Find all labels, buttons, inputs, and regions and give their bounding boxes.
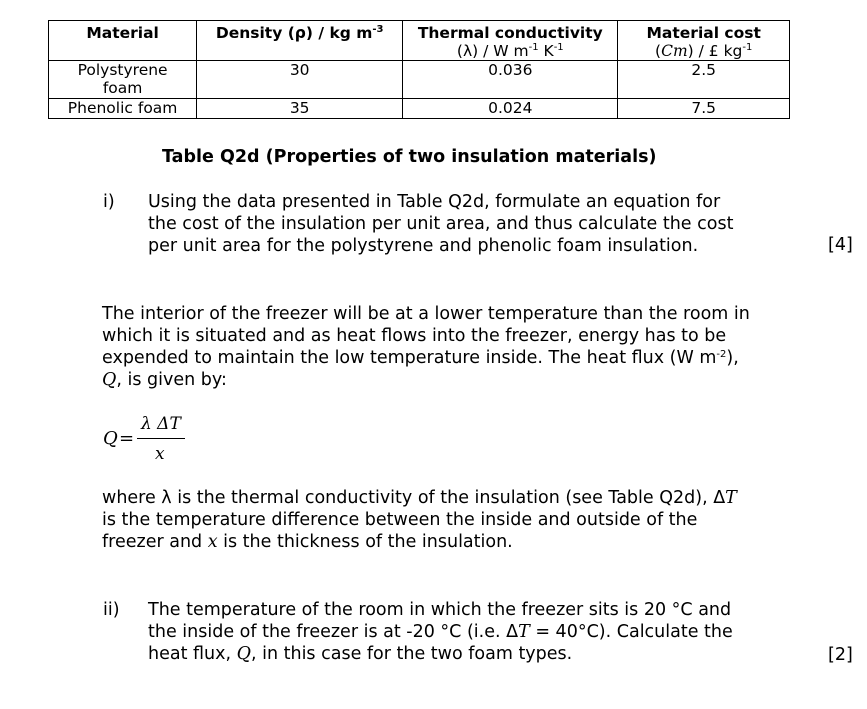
equation-equals: =	[119, 428, 135, 449]
cell-cost: 7.5	[618, 99, 790, 119]
question-i-line: the cost of the insulation per unit area, and thus calculate the cost	[148, 214, 734, 234]
intro-line: which it is situated and as heat flows into the freezer, energy has to be	[102, 326, 727, 346]
cell-material: Polystyrene foam	[49, 61, 197, 99]
header-conductivity: Thermal conductivity (λ) / W $m^{-1}$ $K^{-1}$	[403, 21, 618, 61]
equation-denominator: x	[155, 444, 165, 464]
question-i-line: Using the data presented in Table Q2d, formulate an equation for	[148, 192, 721, 212]
where-line: is the temperature difference between the inside and outside of the	[102, 510, 698, 530]
properties-table	[48, 20, 790, 119]
question-ii-line: The temperature of the room in which the freezer sits is 20 °C and	[148, 600, 732, 620]
heat-flux-equation	[103, 414, 203, 474]
cell-density: 30	[197, 61, 403, 99]
header-density: Density (ρ) / kg $m^{-3}$	[197, 21, 403, 61]
cell-density: 35	[197, 99, 403, 119]
question-i-label: i)	[103, 192, 115, 212]
intro-paragraph	[102, 303, 750, 391]
header-cost: Material cost (Cm) / £ $kg^{-1}$	[618, 21, 790, 61]
cell-cost: 2.5	[618, 61, 790, 99]
equation-lhs: Q	[103, 428, 118, 449]
question-ii-line: heat flux, Q, in this case for the two foam types.	[148, 644, 573, 664]
question-ii-text	[148, 599, 733, 665]
question-ii-marks: [2]	[828, 645, 853, 665]
table-header-row	[49, 21, 790, 61]
question-ii-label: ii)	[103, 600, 120, 620]
cell-material: Phenolic foam	[49, 99, 197, 119]
where-line: freezer and x is the thickness of the insulation.	[102, 532, 513, 552]
question-ii-line: the inside of the freezer is at -20 °C (i.e. ΔT = 40°C). Calculate the	[148, 622, 733, 642]
cell-conductivity: 0.024	[403, 99, 618, 119]
table-caption: Table Q2d (Properties of two insulation materials)	[162, 147, 657, 167]
question-i-text	[148, 191, 733, 257]
equation-numerator: λ ΔT	[141, 414, 181, 434]
header-material: Material	[49, 21, 197, 61]
intro-line: The interior of the freezer will be at a lower temperature than the room in	[102, 304, 750, 324]
table-row	[49, 99, 790, 119]
question-i-line: per unit area for the polystyrene and phenolic foam insulation.	[148, 236, 699, 256]
intro-line: expended to maintain the low temperature inside. The heat flux (W $m^{-2}$),	[102, 348, 739, 368]
where-paragraph	[102, 487, 737, 553]
intro-line: Q, is given by:	[102, 370, 227, 390]
table-row	[49, 61, 790, 99]
where-line: where λ is the thermal conductivity of the insulation (see Table Q2d), ΔT	[102, 488, 737, 508]
question-i-marks: [4]	[828, 235, 853, 255]
fraction-bar	[137, 438, 185, 439]
cell-conductivity: 0.036	[403, 61, 618, 99]
